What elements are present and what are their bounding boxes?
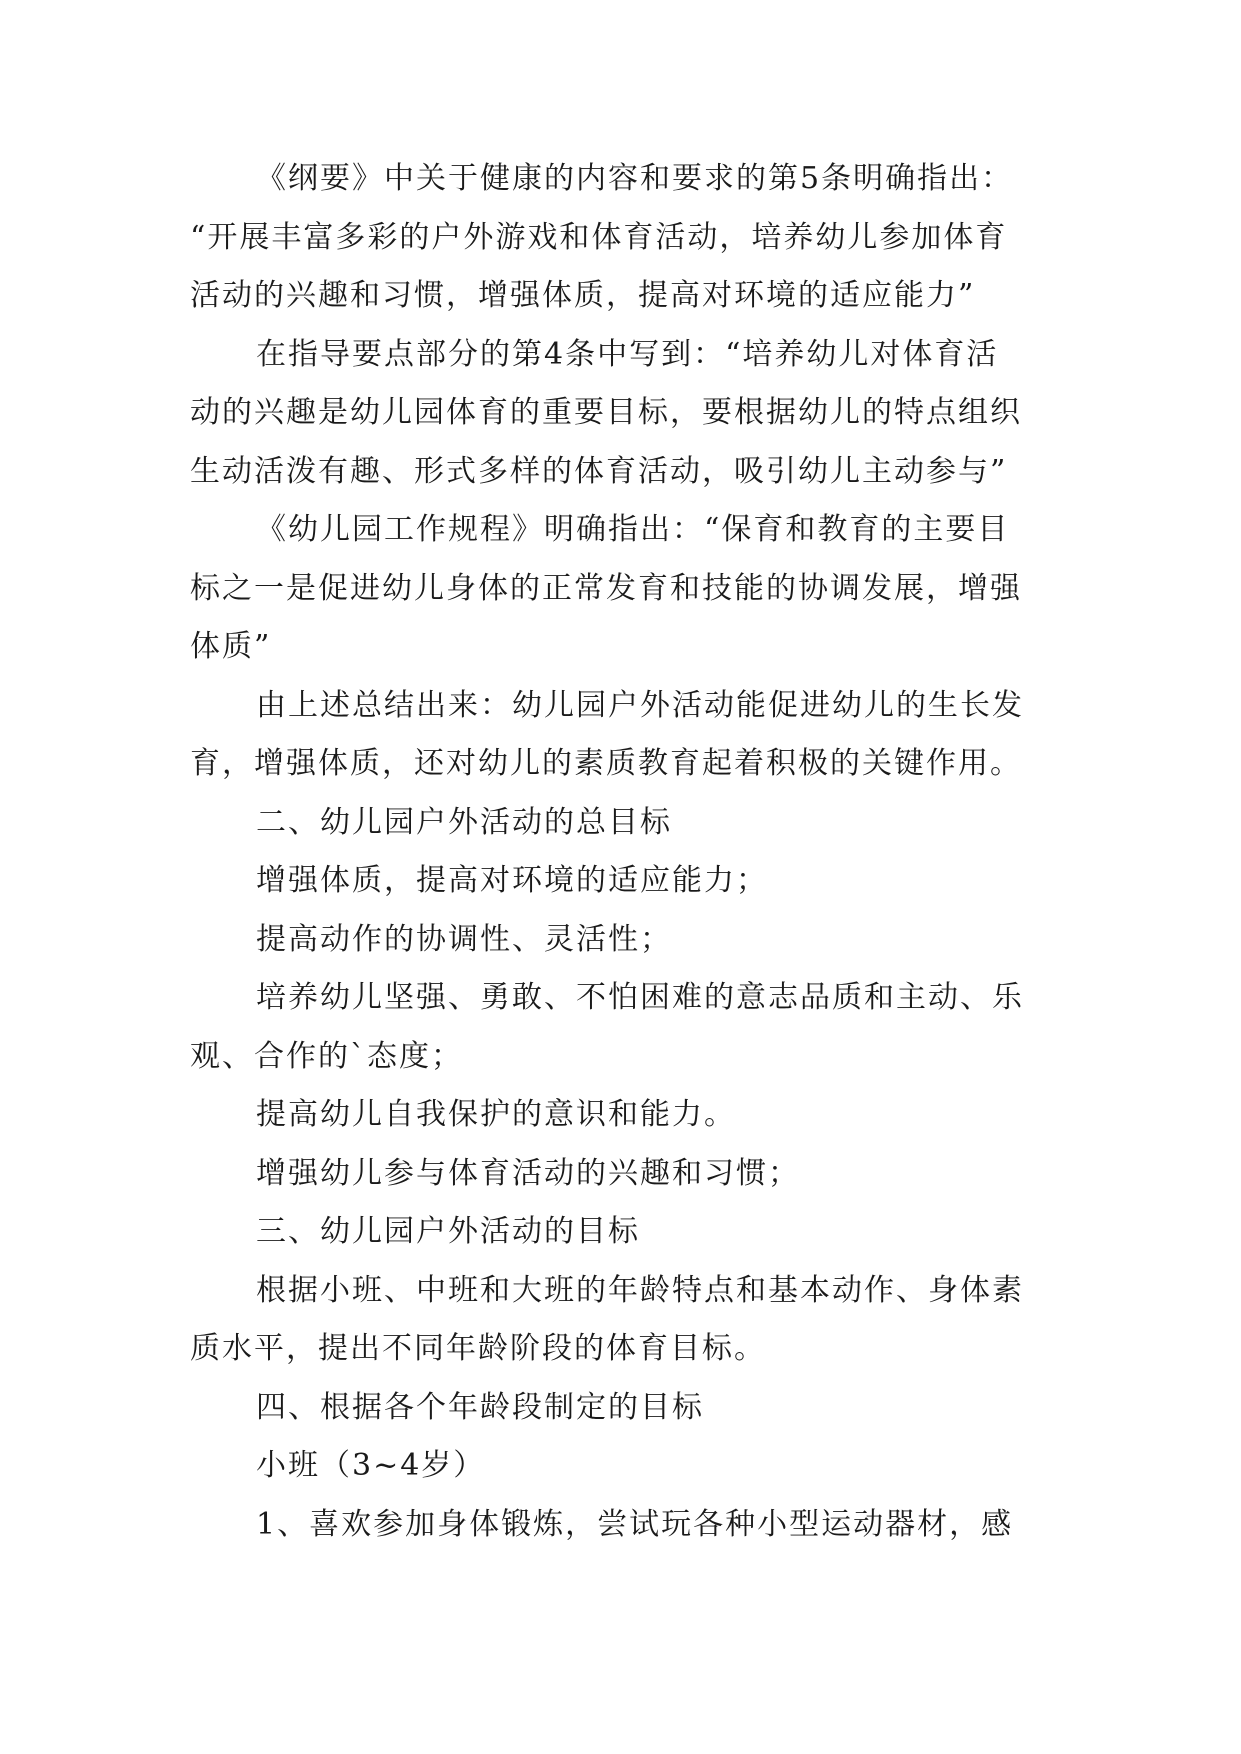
- section-heading: 四、根据各个年龄段制定的目标: [256, 1389, 704, 1425]
- paragraph-line: 根据小班、中班和大班的年龄特点和基本动作、身体素: [256, 1272, 1024, 1308]
- paragraph-line: 育，增强体质，还对幼儿的素质教育起着积极的关键作用。: [190, 746, 1022, 781]
- paragraph-line: 动的兴趣是幼儿园体育的重要目标，要根据幼儿的特点组织: [190, 395, 1022, 430]
- paragraph-line: 标之一是促进幼儿身体的正常发育和技能的协调发展，增强: [190, 570, 1022, 606]
- subsection-heading: 小班（3~4岁）: [256, 1448, 486, 1483]
- list-item: 提高幼儿自我保护的意识和能力。: [256, 1097, 736, 1132]
- paragraph-line: 生动活泼有趣、形式多样的体育活动，吸引幼儿主动参与”: [190, 453, 1008, 489]
- section-heading: 三、幼儿园户外活动的目标: [256, 1214, 640, 1249]
- paragraph-line: “开展丰富多彩的户外游戏和体育活动，培养幼儿参加体育: [190, 219, 1008, 255]
- list-item: 培养幼儿坚强、勇敢、不怕困难的意志品质和主动、乐: [256, 980, 1024, 1015]
- list-item: 增强体质，提高对环境的适应能力；: [256, 863, 768, 898]
- list-item: 观、合作的`态度；: [190, 1038, 463, 1074]
- list-item: 提高动作的协调性、灵活性；: [256, 921, 672, 957]
- list-item: 1、喜欢参加身体锻炼，尝试玩各种小型运动器材，感: [256, 1506, 1014, 1542]
- paragraph-line: 体质”: [190, 629, 272, 664]
- document-page: [190, 150, 1060, 1554]
- paragraph-line: 活动的兴趣和习惯，增强体质，提高对环境的适应能力”: [190, 278, 976, 313]
- paragraph-line: 《幼儿园工作规程》明确指出：“保育和教育的主要目: [256, 512, 1010, 547]
- paragraph-line: 《纲要》中关于健康的内容和要求的第5条明确指出：: [256, 161, 1014, 196]
- list-item: 增强幼儿参与体育活动的兴趣和习惯；: [256, 1155, 800, 1191]
- paragraph-line: 质水平，提出不同年龄阶段的体育目标。: [190, 1331, 766, 1366]
- paragraph-line: 由上述总结出来：幼儿园户外活动能促进幼儿的生长发: [256, 687, 1024, 723]
- section-heading: 二、幼儿园户外活动的总目标: [256, 804, 672, 840]
- paragraph-line: 在指导要点部分的第4条中写到：“培养幼儿对体育活: [256, 336, 999, 372]
